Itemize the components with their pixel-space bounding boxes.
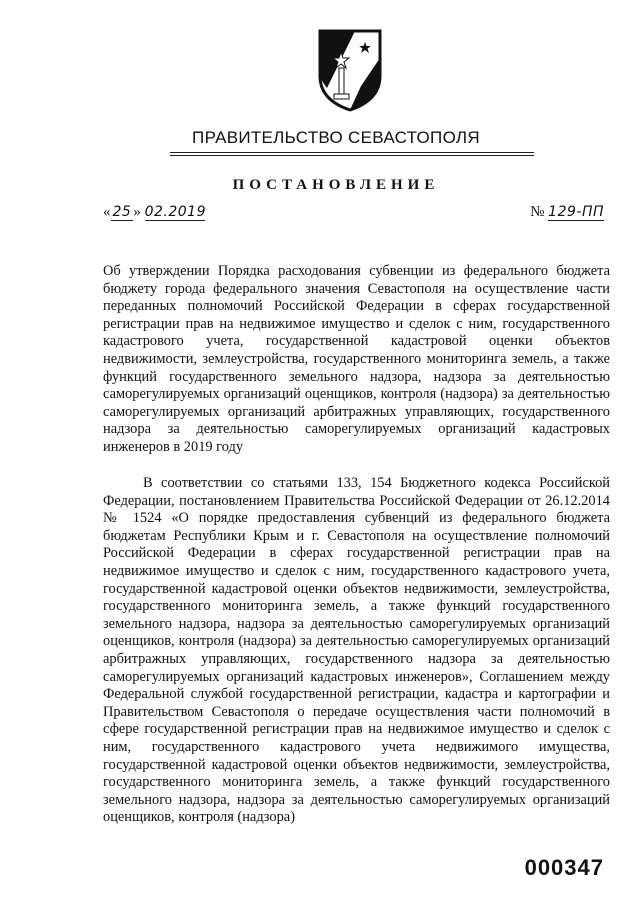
date-day: 25 (112, 204, 132, 220)
date-open-quote: « (103, 204, 111, 220)
document-subject: Об утверждении Порядка расходования субвенции из федерального бюджета бюджету города федерального значения Севастополя на осуществление части переданных полномочий Российской Федерации в сферах государственной регистрации прав на недвижимое имущество и сделок с ним, государственного кадастрового учета, государственной кадастровой оценки объектов недвижимости, землеустройства, государственного мониторинга земель, а также функций государственного земельного надзора, надзора за деятельностью саморегулируемых организаций оценщиков, контроля (надзора) за деятельностью саморегулируемых организаций арбитражных управляющих, государственного надзора за деятельностью саморегулируемых организаций кадастровых инженеров в 2019 году (103, 263, 610, 455)
document-body: В соответствии со статьями 133, 154 Бюджетного кодекса Российской Федерации, постановлением Правительства Российской Федерации от 26.12.2014 № 1524 «О порядке предоставления субвенций из федерального бюджета бюджетам Республики Крым и г. Севастополя на осуществление полномочий Российской Федерации в сферах государственной регистрации прав на недвижимое имущество и сделок с ним, государственного кадастрового учета, государственной кадастровой оценки объектов недвижимости, землеустройства, государственного мониторинга земель, а также функций государственного земельного надзора, надзора за деятельностью саморегулируемых организаций оценщиков, контроля (надзора) за деятельностью саморегулируемых организаций арбитражных управляющих, государственного надзора за деятельностью саморегулируемых организаций кадастровых инженеров», Соглашением между Федеральной службой государственной регистрации, кадастра и картографии и Правительством Севастополя о передаче осуществления части полномочий в сфере государственной регистрации прав на недвижимое имущество и сделок с ним, государственного кадастрового учета недвижимого имущества, государственной кадастровой оценки объектов недвижимости, землеустройства, государственного мониторинга земель, а также функций государственного земельного надзора, надзора за деятельностью саморегулируемых организаций оценщиков, контроля (надзора) (103, 475, 610, 826)
header-rule-bottom (170, 155, 534, 156)
government-title: ПРАВИТЕЛЬСТВО СЕВАСТОПОЛЯ (192, 128, 480, 147)
document-date (103, 204, 205, 221)
header-rule-top (170, 152, 534, 153)
coat-of-arms-icon (317, 28, 383, 112)
document-type: ПОСТАНОВЛЕНИЕ (232, 177, 440, 193)
date-close-quote: » (133, 204, 141, 220)
number-value: 129-ПП (548, 204, 604, 220)
serial-number: 000347 (524, 855, 604, 880)
document-number (530, 204, 604, 221)
number-prefix: № (530, 204, 545, 220)
date-month-year: 02.2019 (144, 204, 206, 220)
